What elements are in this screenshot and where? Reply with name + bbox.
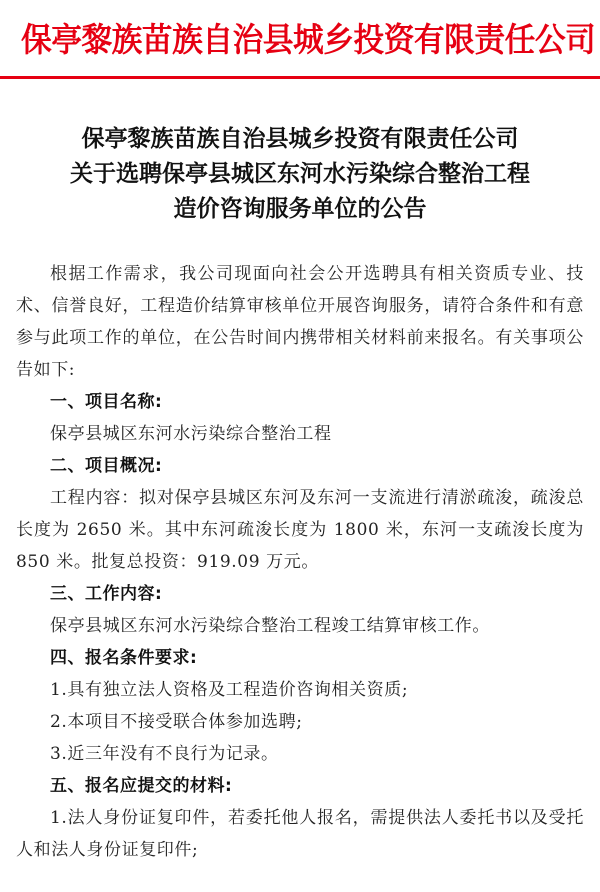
notice-title-line-1: 保亭黎族苗族自治县城乡投资有限责任公司 xyxy=(81,126,519,152)
project-name-text: 保亭县城区东河水污染综合整治工程 xyxy=(50,424,332,444)
section-heading-project-overview: 二、项目概况: xyxy=(50,456,163,476)
materials-item: 1.法人身份证复印件，若委托他人报名，需提供法人委托书以及受托人和法人身份证复印件; xyxy=(16,808,584,860)
notice-title xyxy=(0,122,600,227)
section-heading-requirements: 四、报名条件要求: xyxy=(50,648,198,668)
letterhead-company-name: 保亭黎族苗族自治县城乡投资有限责任公司 xyxy=(21,20,596,59)
requirement-item: 2.本项目不接受联合体参加选聘; xyxy=(50,712,303,732)
project-overview-text: 工程内容：拟对保亭县城区东河及东河一支流进行清淤疏浚，疏浚总长度为 2650 米。其中东河疏浚长度为 1800 米，东河一支疏浚长度为 850 米。批复总投资：919.09 万元。 xyxy=(16,488,584,572)
section-heading-project-name: 一、项目名称: xyxy=(50,392,163,412)
notice-body xyxy=(16,258,584,866)
section-heading-materials: 五、报名应提交的材料: xyxy=(50,776,233,796)
notice-title-line-2: 关于选聘保亭县城区东河水污染综合整治工程 xyxy=(70,161,530,187)
requirement-item: 3.近三年没有不良行为记录。 xyxy=(50,744,279,764)
requirement-item: 1.具有独立法人资格及工程造价咨询相关资质; xyxy=(50,680,409,700)
intro-paragraph: 根据工作需求，我公司现面向社会公开选聘具有相关资质专业、技术、信誉良好，工程造价结算审核单位开展咨询服务，请符合条件和有意参与此项工作的单位，在公告时间内携带相关材料前来报名。有关事项公告如下: xyxy=(16,264,584,380)
section-heading-work-content: 三、工作内容: xyxy=(50,584,163,604)
work-content-text: 保亭县城区东河水污染综合整治工程竣工结算审核工作。 xyxy=(50,616,490,636)
notice-title-line-3: 造价咨询服务单位的公告 xyxy=(173,196,427,222)
letterhead-red-rule xyxy=(0,76,600,79)
